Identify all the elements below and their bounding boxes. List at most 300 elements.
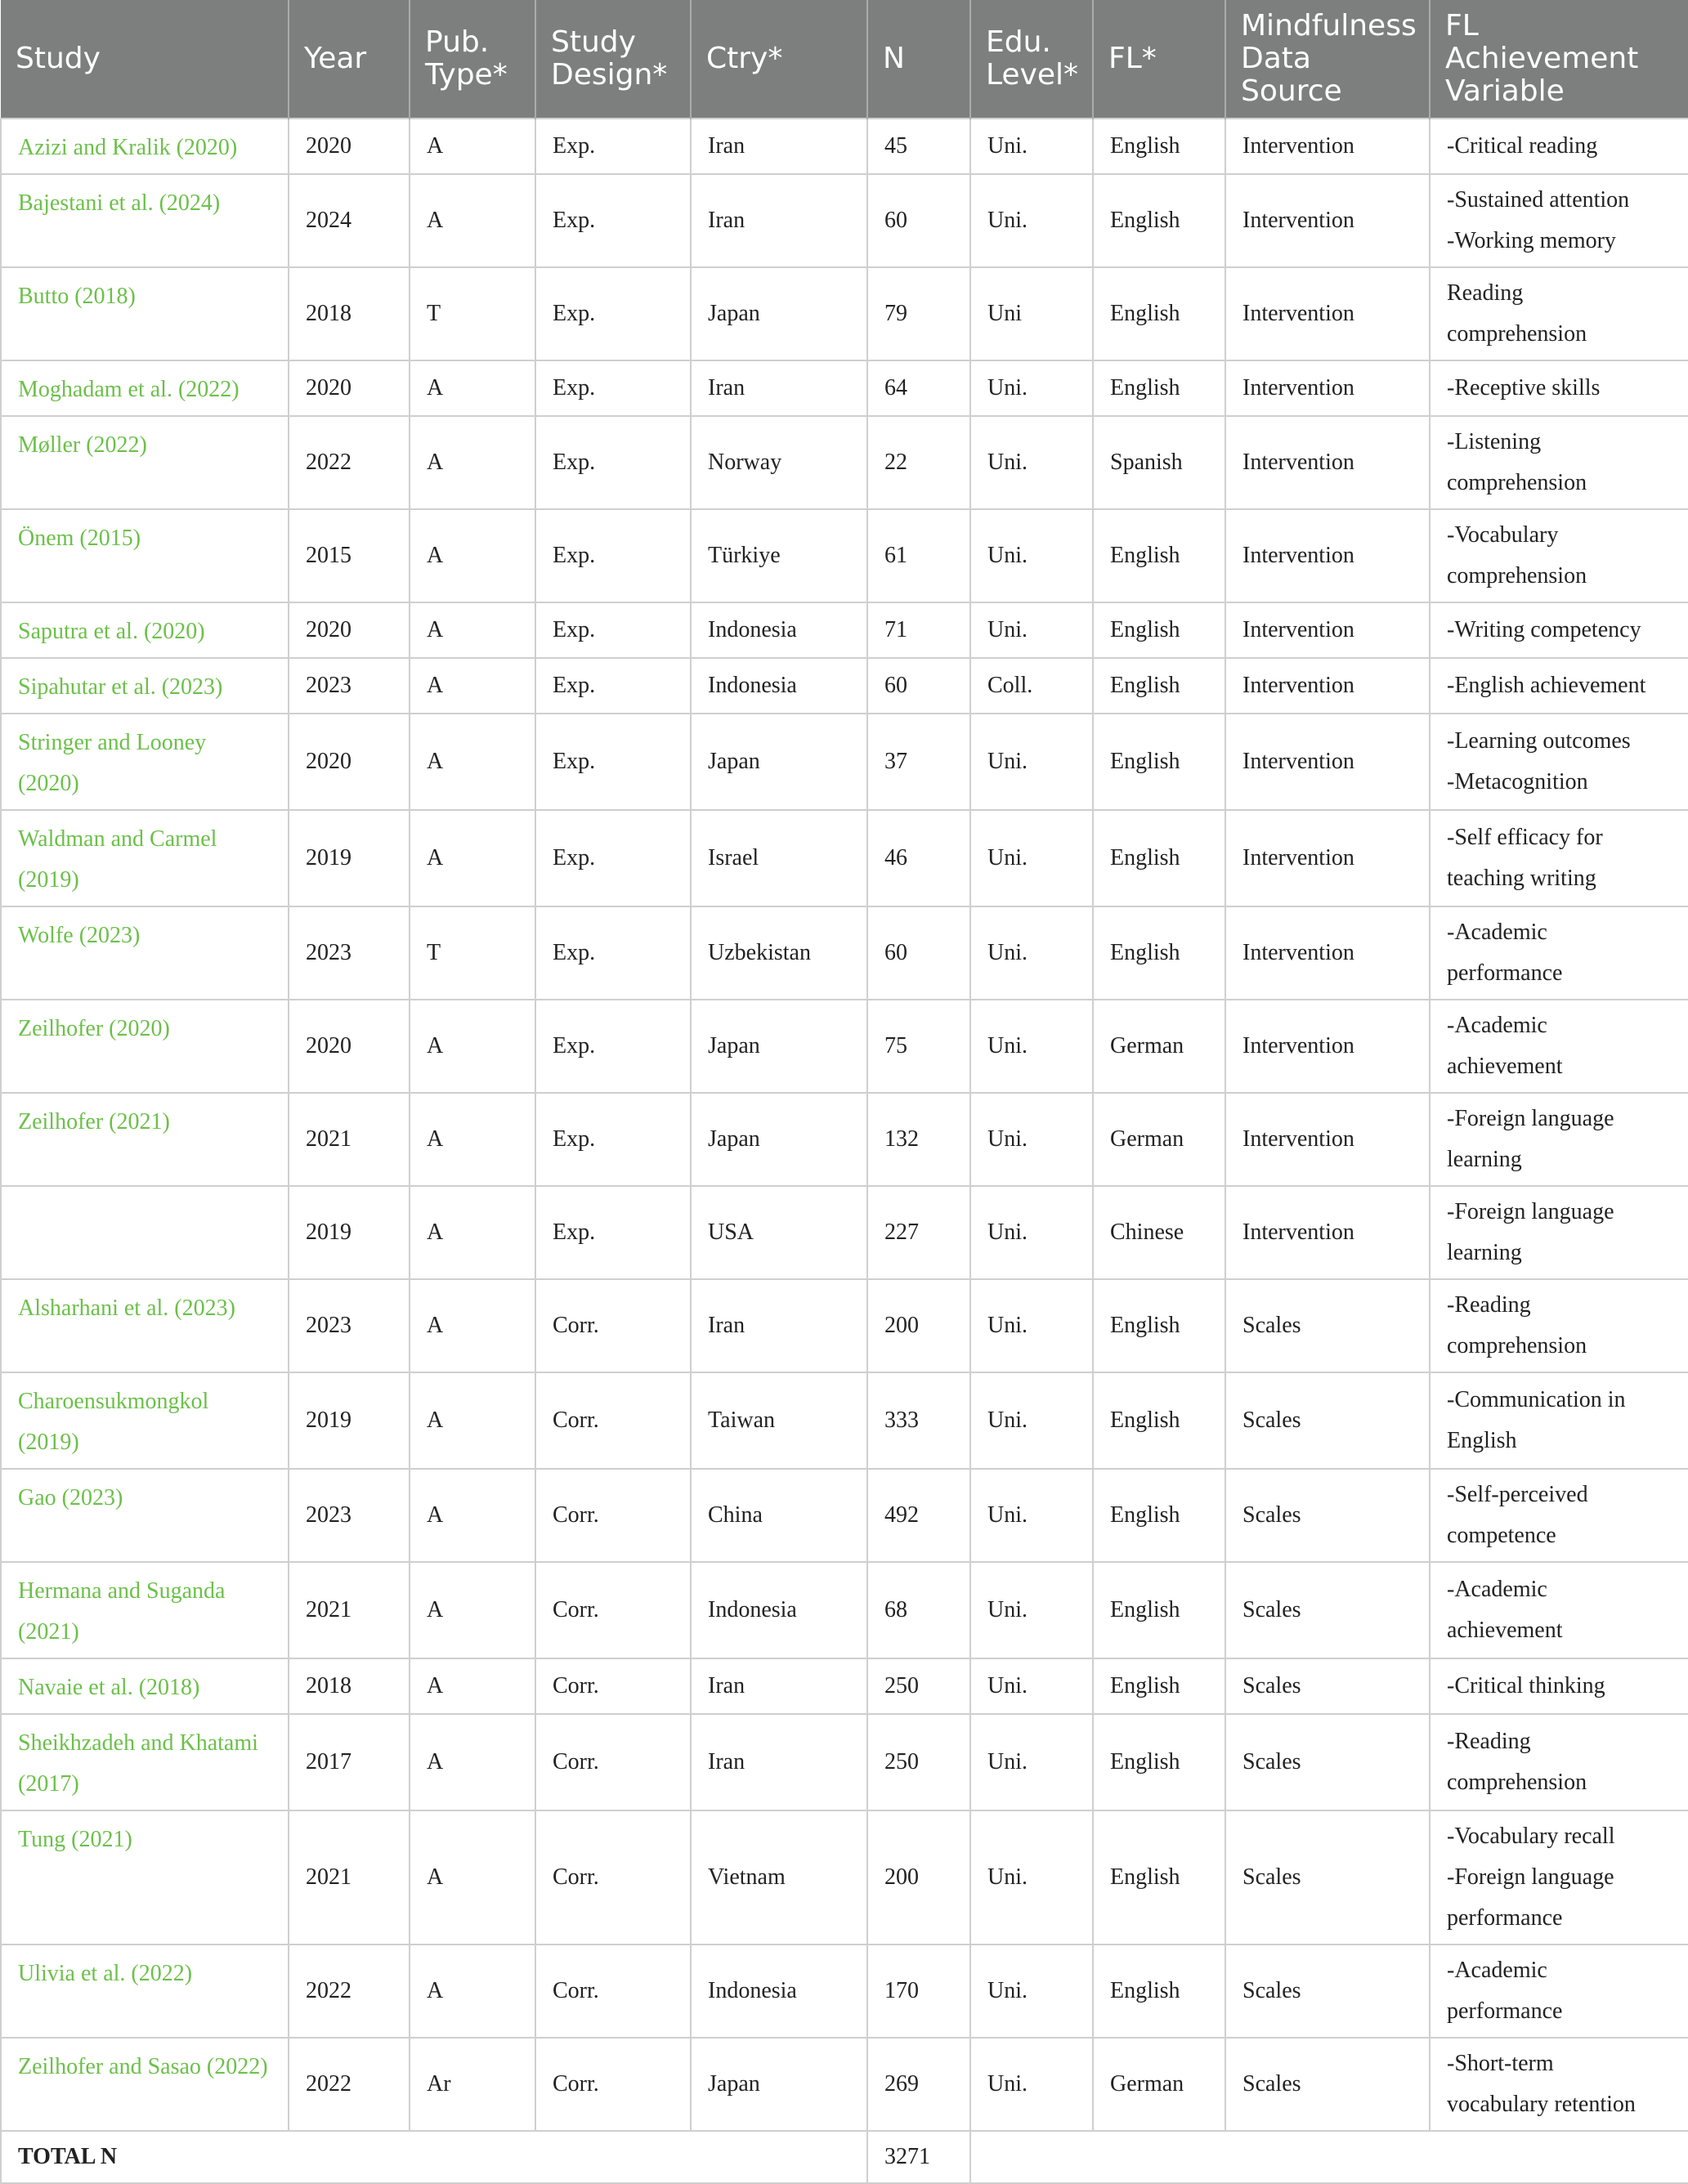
table-row: [1, 1469, 1688, 1562]
fl-cell: English: [1093, 119, 1225, 174]
country-cell: Japan: [691, 2038, 867, 2131]
year-cell: 2019: [289, 1186, 410, 1279]
mindfulness-source-cell: Intervention: [1225, 906, 1430, 1000]
total-value: 3271: [867, 2131, 970, 2183]
edu-level-cell: Uni.: [970, 360, 1093, 416]
fl-achievement-line: -Communication in: [1447, 1387, 1626, 1412]
n-cell: 75: [867, 1000, 970, 1093]
table-row: [1, 714, 1688, 810]
edu-level-cell: Uni.: [970, 810, 1093, 906]
mindfulness-source-cell: Intervention: [1225, 174, 1430, 267]
year-cell: 2020: [289, 714, 410, 810]
country-cell: China: [691, 1469, 867, 1562]
mindfulness-source-cell: Intervention: [1225, 509, 1430, 602]
year-cell: 2018: [289, 1658, 410, 1714]
fl-achievement-cell: [1430, 416, 1688, 509]
fl-achievement-line: -Writing competency: [1447, 617, 1641, 642]
country-cell: Iran: [691, 119, 867, 174]
mindfulness-source-cell: Intervention: [1225, 416, 1430, 509]
country-cell: Israel: [691, 810, 867, 906]
mindfulness-source-cell: Scales: [1225, 1469, 1430, 1562]
year-cell: 2021: [289, 1562, 410, 1658]
fl-achievement-line: learning: [1447, 1147, 1522, 1172]
pub-type-cell: A: [410, 1469, 535, 1562]
total-row: [1, 2131, 1688, 2183]
n-cell: 61: [867, 509, 970, 602]
n-cell: 68: [867, 1562, 970, 1658]
edu-level-cell: Uni.: [970, 174, 1093, 267]
country-cell: Uzbekistan: [691, 906, 867, 1000]
study-design-cell: Exp.: [535, 1000, 691, 1093]
pub-type-cell: A: [410, 1945, 535, 2038]
pub-type-cell: A: [410, 1000, 535, 1093]
country-cell: Indonesia: [691, 1945, 867, 2038]
study-cell[interactable]: Tung (2021): [1, 1810, 289, 1945]
edu-level-cell: Uni.: [970, 1372, 1093, 1469]
fl-cell: English: [1093, 1469, 1225, 1562]
table-row: [1, 1279, 1688, 1372]
pub-type-cell: A: [410, 360, 535, 416]
fl-achievement-line: English: [1447, 1428, 1517, 1453]
study-cell[interactable]: Zeilhofer (2020): [1, 1000, 289, 1093]
fl-achievement-cell: [1430, 1658, 1688, 1714]
study-design-cell: Exp.: [535, 810, 691, 906]
study-design-cell: Exp.: [535, 119, 691, 174]
pub-type-cell: A: [410, 416, 535, 509]
study-cell[interactable]: Bajestani et al. (2024): [1, 174, 289, 267]
study-design-cell: Corr.: [535, 1469, 691, 1562]
fl-cell: English: [1093, 267, 1225, 360]
pub-type-cell: A: [410, 174, 535, 267]
study-cell[interactable]: Zeilhofer and Sasao (2022): [1, 2038, 289, 2131]
edu-level-cell: Uni.: [970, 119, 1093, 174]
n-cell: 64: [867, 360, 970, 416]
fl-achievement-line: comprehension: [1447, 470, 1587, 495]
fl-achievement-cell: [1430, 1372, 1688, 1469]
fl-achievement-line: -Sustained attention: [1447, 187, 1630, 213]
mindfulness-source-cell: Scales: [1225, 1562, 1430, 1658]
fl-achievement-cell: [1430, 174, 1688, 267]
pub-type-cell: A: [410, 658, 535, 714]
fl-cell: English: [1093, 810, 1225, 906]
study-cell[interactable]: Ulivia et al. (2022): [1, 1945, 289, 2038]
header-pub-type: Pub. Type*: [410, 0, 535, 119]
country-cell: Iran: [691, 1658, 867, 1714]
pub-type-cell: A: [410, 1372, 535, 1469]
country-cell: Indonesia: [691, 658, 867, 714]
edu-level-cell: Uni.: [970, 416, 1093, 509]
fl-achievement-cell: [1430, 1469, 1688, 1562]
n-cell: 71: [867, 602, 970, 658]
fl-achievement-line: -Self-perceived: [1447, 1482, 1588, 1507]
study-design-cell: Corr.: [535, 1372, 691, 1469]
fl-cell: English: [1093, 360, 1225, 416]
country-cell: Indonesia: [691, 602, 867, 658]
fl-cell: English: [1093, 1810, 1225, 1945]
year-cell: 2020: [289, 360, 410, 416]
table-body: [1, 119, 1688, 2183]
table-row: [1, 1186, 1688, 1279]
country-cell: Japan: [691, 267, 867, 360]
study-design-cell: Corr.: [535, 1562, 691, 1658]
study-cell[interactable]: Waldman and Carmel (2019): [1, 810, 289, 906]
table-row: [1, 416, 1688, 509]
fl-achievement-line: -Self efficacy for: [1447, 825, 1603, 850]
header-fl: FL*: [1093, 0, 1225, 119]
fl-achievement-cell: [1430, 360, 1688, 416]
pub-type-cell: T: [410, 267, 535, 360]
header-study: Study: [1, 0, 289, 119]
fl-achievement-line: learning: [1447, 1240, 1522, 1265]
edu-level-cell: Uni.: [970, 714, 1093, 810]
study-design-cell: Exp.: [535, 174, 691, 267]
study-design-cell: Exp.: [535, 658, 691, 714]
year-cell: 2020: [289, 119, 410, 174]
n-cell: 250: [867, 1714, 970, 1810]
edu-level-cell: Uni.: [970, 1810, 1093, 1945]
country-cell: USA: [691, 1186, 867, 1279]
study-design-cell: Corr.: [535, 1714, 691, 1810]
table-row: [1, 1372, 1688, 1469]
fl-cell: German: [1093, 1093, 1225, 1186]
table-row: [1, 1810, 1688, 1945]
mindfulness-source-cell: Scales: [1225, 1658, 1430, 1714]
country-cell: Iran: [691, 1279, 867, 1372]
fl-achievement-cell: [1430, 1186, 1688, 1279]
fl-cell: English: [1093, 906, 1225, 1000]
edu-level-cell: Uni.: [970, 1562, 1093, 1658]
mindfulness-source-cell: Scales: [1225, 1714, 1430, 1810]
year-cell: 2024: [289, 174, 410, 267]
fl-achievement-cell: [1430, 1000, 1688, 1093]
header-year: Year: [289, 0, 410, 119]
edu-level-cell: Uni: [970, 267, 1093, 360]
fl-achievement-cell: [1430, 906, 1688, 1000]
table-row: [1, 906, 1688, 1000]
table-header-row: [1, 0, 1688, 119]
study-design-cell: Exp.: [535, 1186, 691, 1279]
table-row: [1, 1562, 1688, 1658]
table-row: [1, 1658, 1688, 1714]
fl-cell: English: [1093, 714, 1225, 810]
pub-type-cell: A: [410, 119, 535, 174]
country-cell: Taiwan: [691, 1372, 867, 1469]
fl-cell: German: [1093, 2038, 1225, 2131]
mindfulness-source-cell: Scales: [1225, 1810, 1430, 1945]
table-row: [1, 2038, 1688, 2131]
n-cell: 60: [867, 906, 970, 1000]
mindfulness-source-cell: Intervention: [1225, 1093, 1430, 1186]
mindfulness-source-cell: Intervention: [1225, 658, 1430, 714]
study-cell[interactable]: Møller (2022): [1, 416, 289, 509]
fl-cell: English: [1093, 602, 1225, 658]
n-cell: 79: [867, 267, 970, 360]
mindfulness-source-cell: Intervention: [1225, 360, 1430, 416]
study-cell[interactable]: Gao (2023): [1, 1469, 289, 1562]
study-cell[interactable]: Stringer and Looney (2020): [1, 714, 289, 810]
mindfulness-source-cell: Scales: [1225, 1945, 1430, 2038]
edu-level-cell: Uni.: [970, 906, 1093, 1000]
pub-type-cell: A: [410, 810, 535, 906]
fl-achievement-line: vocabulary retention: [1447, 2092, 1636, 2117]
fl-achievement-line: -Learning outcomes: [1447, 728, 1631, 754]
study-design-cell: Exp.: [535, 602, 691, 658]
fl-achievement-line: performance: [1447, 1905, 1563, 1931]
mindfulness-source-cell: Scales: [1225, 1372, 1430, 1469]
pub-type-cell: A: [410, 509, 535, 602]
fl-achievement-cell: [1430, 1093, 1688, 1186]
table-row: [1, 360, 1688, 416]
pub-type-cell: A: [410, 1714, 535, 1810]
table-row: [1, 658, 1688, 714]
fl-cell: English: [1093, 1372, 1225, 1469]
table-row: [1, 267, 1688, 360]
fl-cell: German: [1093, 1000, 1225, 1093]
fl-achievement-line: -Listening: [1447, 429, 1542, 454]
mindfulness-source-cell: Scales: [1225, 2038, 1430, 2131]
mindfulness-source-cell: Intervention: [1225, 602, 1430, 658]
study-cell[interactable]: Butto (2018): [1, 267, 289, 360]
fl-achievement-cell: [1430, 602, 1688, 658]
table-row: [1, 509, 1688, 602]
country-cell: Türkiye: [691, 509, 867, 602]
header-fl-achievement: FL Achievement Variable: [1430, 0, 1688, 119]
edu-level-cell: Uni.: [970, 1093, 1093, 1186]
fl-achievement-cell: [1430, 1714, 1688, 1810]
table-row: [1, 602, 1688, 658]
fl-cell: English: [1093, 1562, 1225, 1658]
study-design-cell: Corr.: [535, 1658, 691, 1714]
study-cell[interactable]: Navaie et al. (2018): [1, 1658, 289, 1714]
study-design-cell: Exp.: [535, 360, 691, 416]
fl-achievement-cell: [1430, 658, 1688, 714]
table-row: [1, 810, 1688, 906]
pub-type-cell: A: [410, 1093, 535, 1186]
n-cell: 60: [867, 174, 970, 267]
mindfulness-source-cell: Intervention: [1225, 1186, 1430, 1279]
study-cell[interactable]: Önem (2015): [1, 509, 289, 602]
fl-cell: English: [1093, 174, 1225, 267]
fl-achievement-cell: [1430, 267, 1688, 360]
study-cell[interactable]: Saputra et al. (2020): [1, 602, 289, 658]
fl-achievement-line: comprehension: [1447, 321, 1587, 347]
country-cell: Iran: [691, 360, 867, 416]
year-cell: 2022: [289, 1945, 410, 2038]
table-row: [1, 1714, 1688, 1810]
header-edu-level: Edu. Level*: [970, 0, 1093, 119]
edu-level-cell: Uni.: [970, 1279, 1093, 1372]
pub-type-cell: A: [410, 1658, 535, 1714]
year-cell: 2022: [289, 416, 410, 509]
edu-level-cell: Uni.: [970, 2038, 1093, 2131]
edu-level-cell: Uni.: [970, 1945, 1093, 2038]
fl-achievement-line: -Receptive skills: [1447, 375, 1601, 401]
fl-achievement-line: -Foreign language: [1447, 1106, 1614, 1131]
study-cell: [1, 1186, 289, 1279]
fl-cell: Chinese: [1093, 1186, 1225, 1279]
edu-level-cell: Uni.: [970, 1469, 1093, 1562]
fl-achievement-line: -Academic: [1447, 1958, 1547, 1983]
n-cell: 492: [867, 1469, 970, 1562]
country-cell: Iran: [691, 174, 867, 267]
pub-type-cell: A: [410, 602, 535, 658]
fl-achievement-line: -Reading: [1447, 1729, 1531, 1754]
edu-level-cell: Coll.: [970, 658, 1093, 714]
study-design-cell: Exp.: [535, 267, 691, 360]
fl-achievement-line: comprehension: [1447, 1333, 1587, 1358]
fl-cell: English: [1093, 1658, 1225, 1714]
fl-achievement-cell: [1430, 714, 1688, 810]
study-design-cell: Corr.: [535, 2038, 691, 2131]
country-cell: Japan: [691, 714, 867, 810]
fl-achievement-cell: [1430, 1810, 1688, 1945]
table-row: [1, 1093, 1688, 1186]
n-cell: 170: [867, 1945, 970, 2038]
n-cell: 269: [867, 2038, 970, 2131]
mindfulness-source-cell: Intervention: [1225, 714, 1430, 810]
total-empty-cell: [970, 2131, 1688, 2183]
fl-achievement-line: -Vocabulary: [1447, 522, 1559, 548]
fl-achievement-line: Reading: [1447, 280, 1524, 306]
fl-achievement-line: -English achievement: [1447, 673, 1646, 698]
header-mindfulness-source: Mindfulness Data Source: [1225, 0, 1430, 119]
edu-level-cell: Uni.: [970, 1714, 1093, 1810]
country-cell: Indonesia: [691, 1562, 867, 1658]
table-row: [1, 1945, 1688, 2038]
edu-level-cell: Uni.: [970, 509, 1093, 602]
n-cell: 60: [867, 658, 970, 714]
fl-achievement-line: -Foreign language: [1447, 1864, 1614, 1890]
fl-achievement-cell: [1430, 1562, 1688, 1658]
fl-achievement-line: teaching writing: [1447, 866, 1596, 891]
mindfulness-source-cell: Intervention: [1225, 1000, 1430, 1093]
n-cell: 200: [867, 1810, 970, 1945]
fl-achievement-line: -Critical thinking: [1447, 1673, 1605, 1698]
year-cell: 2020: [289, 602, 410, 658]
fl-achievement-cell: [1430, 119, 1688, 174]
mindfulness-source-cell: Intervention: [1225, 810, 1430, 906]
country-cell: Japan: [691, 1093, 867, 1186]
fl-achievement-line: -Academic: [1447, 1013, 1547, 1038]
study-design-cell: Exp.: [535, 714, 691, 810]
pub-type-cell: T: [410, 906, 535, 1000]
pub-type-cell: A: [410, 714, 535, 810]
year-cell: 2019: [289, 1372, 410, 1469]
n-cell: 333: [867, 1372, 970, 1469]
fl-achievement-line: achievement: [1447, 1054, 1563, 1079]
mindfulness-source-cell: Intervention: [1225, 267, 1430, 360]
study-cell[interactable]: Sipahutar et al. (2023): [1, 658, 289, 714]
fl-achievement-cell: [1430, 509, 1688, 602]
year-cell: 2022: [289, 2038, 410, 2131]
year-cell: 2021: [289, 1093, 410, 1186]
fl-achievement-line: -Academic: [1447, 1577, 1547, 1602]
fl-cell: English: [1093, 509, 1225, 602]
year-cell: 2023: [289, 1279, 410, 1372]
header-n: N: [867, 0, 970, 119]
pub-type-cell: A: [410, 1810, 535, 1945]
header-country: Ctry*: [691, 0, 867, 119]
year-cell: 2023: [289, 658, 410, 714]
pub-type-cell: A: [410, 1279, 535, 1372]
n-cell: 200: [867, 1279, 970, 1372]
fl-cell: English: [1093, 1714, 1225, 1810]
mindfulness-source-cell: Intervention: [1225, 119, 1430, 174]
study-cell[interactable]: Wolfe (2023): [1, 906, 289, 1000]
fl-achievement-line: comprehension: [1447, 1770, 1587, 1795]
fl-cell: English: [1093, 1279, 1225, 1372]
study-cell[interactable]: Charoensukmongkol (2019): [1, 1372, 289, 1469]
study-cell[interactable]: Azizi and Kralik (2020): [1, 119, 289, 174]
fl-achievement-line: performance: [1447, 960, 1563, 986]
fl-achievement-line: -Critical reading: [1447, 133, 1598, 159]
fl-achievement-line: -Vocabulary recall: [1447, 1824, 1615, 1849]
study-design-cell: Exp.: [535, 509, 691, 602]
study-design-cell: Corr.: [535, 1810, 691, 1945]
country-cell: Vietnam: [691, 1810, 867, 1945]
n-cell: 250: [867, 1658, 970, 1714]
n-cell: 227: [867, 1186, 970, 1279]
year-cell: 2015: [289, 509, 410, 602]
fl-achievement-line: comprehension: [1447, 563, 1587, 589]
n-cell: 46: [867, 810, 970, 906]
fl-achievement-line: -Working memory: [1447, 228, 1616, 253]
fl-achievement-cell: [1430, 810, 1688, 906]
year-cell: 2023: [289, 906, 410, 1000]
fl-achievement-line: achievement: [1447, 1618, 1563, 1643]
country-cell: Japan: [691, 1000, 867, 1093]
year-cell: 2017: [289, 1714, 410, 1810]
edu-level-cell: Uni.: [970, 1658, 1093, 1714]
study-cell[interactable]: Hermana and Suganda (2021): [1, 1562, 289, 1658]
table-row: [1, 1000, 1688, 1093]
country-cell: Norway: [691, 416, 867, 509]
table-row: [1, 174, 1688, 267]
fl-achievement-line: -Foreign language: [1447, 1199, 1614, 1224]
fl-achievement-cell: [1430, 1945, 1688, 2038]
n-cell: 45: [867, 119, 970, 174]
table-row: [1, 119, 1688, 174]
fl-achievement-cell: [1430, 2038, 1688, 2131]
fl-achievement-line: -Academic: [1447, 920, 1547, 945]
study-cell[interactable]: Moghadam et al. (2022): [1, 360, 289, 416]
study-cell[interactable]: Sheikhzadeh and Khatami (2017): [1, 1714, 289, 1810]
pub-type-cell: A: [410, 1186, 535, 1279]
fl-cell: Spanish: [1093, 416, 1225, 509]
study-design-cell: Corr.: [535, 1945, 691, 2038]
study-cell[interactable]: Alsharhani et al. (2023): [1, 1279, 289, 1372]
fl-cell: English: [1093, 658, 1225, 714]
country-cell: Iran: [691, 1714, 867, 1810]
pub-type-cell: Ar: [410, 2038, 535, 2131]
study-design-cell: Exp.: [535, 416, 691, 509]
year-cell: 2020: [289, 1000, 410, 1093]
n-cell: 22: [867, 416, 970, 509]
fl-cell: English: [1093, 1945, 1225, 2038]
fl-achievement-line: -Short-term: [1447, 2051, 1554, 2076]
pub-type-cell: A: [410, 1562, 535, 1658]
study-cell[interactable]: Zeilhofer (2021): [1, 1093, 289, 1186]
year-cell: 2021: [289, 1810, 410, 1945]
n-cell: 132: [867, 1093, 970, 1186]
study-design-cell: Corr.: [535, 1279, 691, 1372]
study-design-cell: Exp.: [535, 906, 691, 1000]
n-cell: 37: [867, 714, 970, 810]
edu-level-cell: Uni.: [970, 1186, 1093, 1279]
fl-achievement-line: -Metacognition: [1447, 769, 1588, 794]
year-cell: 2023: [289, 1469, 410, 1562]
year-cell: 2019: [289, 810, 410, 906]
